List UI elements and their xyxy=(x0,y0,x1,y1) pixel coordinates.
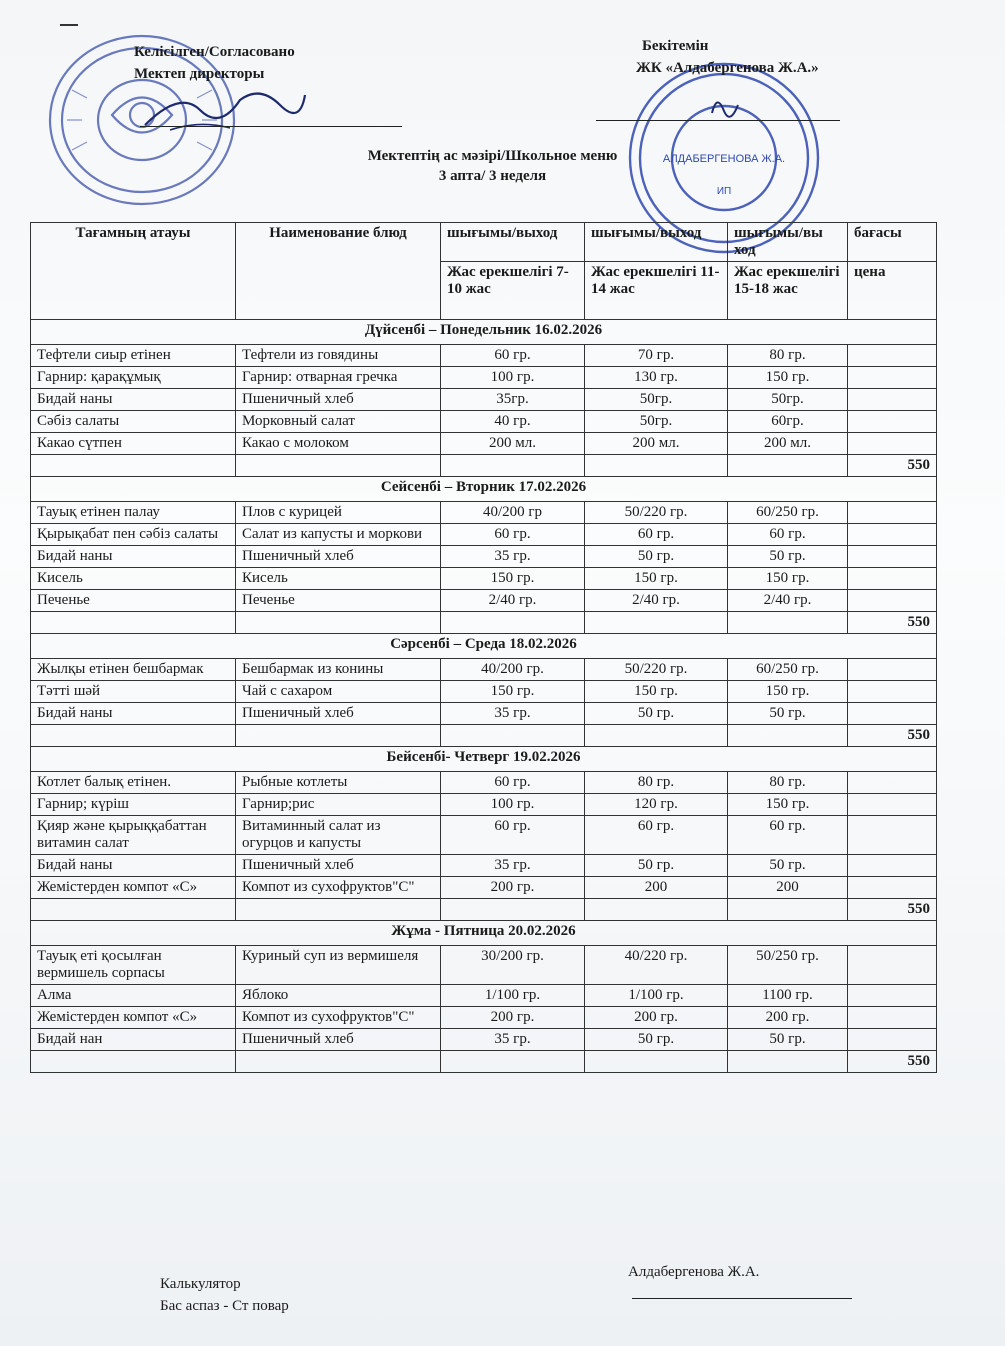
portion-15-18: 50 гр. xyxy=(728,1029,848,1051)
menu-table xyxy=(30,222,937,1073)
empty-cell xyxy=(728,1051,848,1073)
table-header-row xyxy=(31,223,937,262)
price-cell xyxy=(848,1029,937,1051)
portion-11-14: 50 гр. xyxy=(585,546,728,568)
price-cell xyxy=(848,855,937,877)
price-cell xyxy=(848,985,937,1007)
col-header-price2: цена xyxy=(848,262,937,320)
col-header-out1: шығымы/выход xyxy=(441,223,585,262)
day-title: Жұма - Пятница 20.02.2026 xyxy=(31,921,937,946)
portion-7-10: 40/200 гр. xyxy=(441,659,585,681)
empty-cell xyxy=(441,1051,585,1073)
portion-15-18: 150 гр. xyxy=(728,794,848,816)
approve-label: Бекітемін xyxy=(642,38,709,54)
ip-seal-name: АЛДАБЕРГЕНОВА Ж.А. xyxy=(662,153,786,165)
director-label: Мектеп директоры xyxy=(134,66,265,82)
dish-name-ru: Печенье xyxy=(236,590,441,612)
footer-name: Алдабергенова Ж.А. xyxy=(628,1264,760,1280)
dish-name-ru: Пшеничный хлеб xyxy=(236,1029,441,1051)
portion-15-18: 1100 гр. xyxy=(728,985,848,1007)
empty-cell xyxy=(31,899,236,921)
portion-7-10: 150 гр. xyxy=(441,568,585,590)
portion-15-18: 150 гр. xyxy=(728,568,848,590)
day-price: 550 xyxy=(848,725,937,747)
dish-name-kz: Печенье xyxy=(31,590,236,612)
portion-15-18: 60/250 гр. xyxy=(728,502,848,524)
table-row xyxy=(31,877,937,899)
col-header-price: бағасы xyxy=(848,223,937,262)
table-row xyxy=(31,659,937,681)
dish-name-kz: Бидай наны xyxy=(31,855,236,877)
price-cell xyxy=(848,345,937,367)
dish-name-kz: Тәтті шәй xyxy=(31,681,236,703)
ip-seal-ip: ИП xyxy=(716,186,732,197)
empty-cell xyxy=(441,455,585,477)
price-cell xyxy=(848,546,937,568)
dish-name-ru: Витаминный салат из огурцов и капусты xyxy=(236,816,441,855)
portion-7-10: 60 гр. xyxy=(441,345,585,367)
table-row xyxy=(31,703,937,725)
portion-7-10: 30/200 гр. xyxy=(441,946,585,985)
portion-15-18: 80 гр. xyxy=(728,345,848,367)
approved-label: Келісілген/Согласовано xyxy=(134,44,295,60)
empty-cell xyxy=(31,612,236,634)
portion-11-14: 50 гр. xyxy=(585,703,728,725)
portion-11-14: 80 гр. xyxy=(585,772,728,794)
portion-7-10: 100 гр. xyxy=(441,367,585,389)
table-row xyxy=(31,590,937,612)
empty-cell xyxy=(585,455,728,477)
portion-11-14: 120 гр. xyxy=(585,794,728,816)
director-signature-line xyxy=(140,126,402,127)
dish-name-kz: Бидай нан xyxy=(31,1029,236,1051)
footer-signature-line xyxy=(632,1298,852,1299)
day-price-row xyxy=(31,455,937,477)
price-cell xyxy=(848,946,937,985)
table-row xyxy=(31,985,937,1007)
portion-15-18: 60 гр. xyxy=(728,524,848,546)
empty-cell xyxy=(236,725,441,747)
portion-15-18: 60гр. xyxy=(728,411,848,433)
dish-name-kz: Кисель xyxy=(31,568,236,590)
day-price-row xyxy=(31,612,937,634)
portion-7-10: 35 гр. xyxy=(441,703,585,725)
portion-7-10: 200 гр. xyxy=(441,1007,585,1029)
table-row xyxy=(31,794,937,816)
portion-15-18: 60/250 гр. xyxy=(728,659,848,681)
portion-15-18: 200 гр. xyxy=(728,1007,848,1029)
price-cell xyxy=(848,590,937,612)
portion-15-18: 80 гр. xyxy=(728,772,848,794)
dish-name-ru: Салат из капусты и моркови xyxy=(236,524,441,546)
entrepreneur-signature-line xyxy=(596,120,840,121)
dish-name-ru: Компот из сухофруктов"С" xyxy=(236,877,441,899)
table-row xyxy=(31,367,937,389)
portion-11-14: 1/100 гр. xyxy=(585,985,728,1007)
dish-name-kz: Бидай наны xyxy=(31,389,236,411)
col-header-ru: Наименование блюд xyxy=(236,223,441,320)
dish-name-ru: Пшеничный хлеб xyxy=(236,546,441,568)
dish-name-ru: Морковный салат xyxy=(236,411,441,433)
portion-11-14: 70 гр. xyxy=(585,345,728,367)
empty-cell xyxy=(728,612,848,634)
portion-15-18: 150 гр. xyxy=(728,367,848,389)
empty-cell xyxy=(728,899,848,921)
table-row xyxy=(31,946,937,985)
day-header-row xyxy=(31,320,937,345)
portion-7-10: 60 гр. xyxy=(441,524,585,546)
portion-11-14: 50 гр. xyxy=(585,855,728,877)
price-cell xyxy=(848,524,937,546)
empty-cell xyxy=(441,612,585,634)
director-signature-icon xyxy=(140,80,310,140)
portion-11-14: 40/220 гр. xyxy=(585,946,728,985)
dish-name-ru: Куриный суп из вермишеля xyxy=(236,946,441,985)
table-row xyxy=(31,345,937,367)
table-row xyxy=(31,855,937,877)
portion-11-14: 50/220 гр. xyxy=(585,659,728,681)
portion-7-10: 200 гр. xyxy=(441,877,585,899)
dish-name-kz: Котлет балық етінен. xyxy=(31,772,236,794)
price-cell xyxy=(848,389,937,411)
portion-7-10: 35гр. xyxy=(441,389,585,411)
day-title: Сейсенбі – Вторник 17.02.2026 xyxy=(31,477,937,502)
dish-name-kz: Какао сүтпен xyxy=(31,433,236,455)
dish-name-kz: Жемістерден компот «С» xyxy=(31,877,236,899)
day-price: 550 xyxy=(848,1051,937,1073)
dish-name-kz: Қырықабат пен сәбіз салаты xyxy=(31,524,236,546)
dish-name-ru: Чай с сахаром xyxy=(236,681,441,703)
portion-15-18: 2/40 гр. xyxy=(728,590,848,612)
portion-7-10: 35 гр. xyxy=(441,1029,585,1051)
dish-name-ru: Бешбармак из конины xyxy=(236,659,441,681)
menu-week: 3 апта/ 3 неделя xyxy=(438,168,547,184)
dish-name-ru: Рыбные котлеты xyxy=(236,772,441,794)
table-row xyxy=(31,568,937,590)
table-row xyxy=(31,502,937,524)
table-row xyxy=(31,816,937,855)
empty-cell xyxy=(236,1051,441,1073)
portion-7-10: 1/100 гр. xyxy=(441,985,585,1007)
col-header-age3: Жас ерекшелігі 15-18 жас xyxy=(728,262,848,320)
dish-name-ru: Пшеничный хлеб xyxy=(236,855,441,877)
empty-cell xyxy=(441,899,585,921)
table-row xyxy=(31,1007,937,1029)
day-price: 550 xyxy=(848,455,937,477)
dish-name-ru: Компот из сухофруктов"С" xyxy=(236,1007,441,1029)
portion-11-14: 50/220 гр. xyxy=(585,502,728,524)
table-row xyxy=(31,524,937,546)
price-cell xyxy=(848,772,937,794)
portion-7-10: 60 гр. xyxy=(441,772,585,794)
empty-cell xyxy=(585,1051,728,1073)
price-cell xyxy=(848,502,937,524)
empty-cell xyxy=(31,455,236,477)
portion-15-18: 200 мл. xyxy=(728,433,848,455)
price-cell xyxy=(848,794,937,816)
day-title: Бейсенбі- Четверг 19.02.2026 xyxy=(31,747,937,772)
dish-name-ru: Гарнир: отварная гречка xyxy=(236,367,441,389)
ip-signature-icon xyxy=(712,102,738,116)
empty-cell xyxy=(31,1051,236,1073)
portion-15-18: 50/250 гр. xyxy=(728,946,848,985)
col-header-age1: Жас ерекшелігі 7-10 жас xyxy=(441,262,585,320)
empty-cell xyxy=(441,725,585,747)
dish-name-kz: Бидай наны xyxy=(31,703,236,725)
dish-name-kz: Гарнир; күріш xyxy=(31,794,236,816)
col-header-out3: шығымы/вы ход xyxy=(728,223,848,262)
price-cell xyxy=(848,1007,937,1029)
portion-15-18: 50 гр. xyxy=(728,546,848,568)
portion-11-14: 200 мл. xyxy=(585,433,728,455)
price-cell xyxy=(848,877,937,899)
portion-7-10: 200 мл. xyxy=(441,433,585,455)
day-header-row xyxy=(31,477,937,502)
portion-11-14: 50 гр. xyxy=(585,1029,728,1051)
price-cell xyxy=(848,816,937,855)
day-header-row xyxy=(31,634,937,659)
price-cell xyxy=(848,681,937,703)
empty-cell xyxy=(236,899,441,921)
dish-name-kz: Сәбіз салаты xyxy=(31,411,236,433)
portion-7-10: 35 гр. xyxy=(441,855,585,877)
empty-cell xyxy=(585,612,728,634)
table-row xyxy=(31,772,937,794)
portion-7-10: 35 гр. xyxy=(441,546,585,568)
day-price-row xyxy=(31,899,937,921)
dish-name-kz: Тауық еті қосылған вермишель сорпасы xyxy=(31,946,236,985)
corner-mark xyxy=(60,24,78,26)
price-cell xyxy=(848,411,937,433)
portion-11-14: 200 гр. xyxy=(585,1007,728,1029)
day-header-row xyxy=(31,921,937,946)
dish-name-ru: Кисель xyxy=(236,568,441,590)
empty-cell xyxy=(585,899,728,921)
portion-15-18: 50 гр. xyxy=(728,703,848,725)
dish-name-kz: Алма xyxy=(31,985,236,1007)
dish-name-kz: Тауық етінен палау xyxy=(31,502,236,524)
portion-7-10: 150 гр. xyxy=(441,681,585,703)
portion-7-10: 2/40 гр. xyxy=(441,590,585,612)
menu-title: Мектептің ас мәзірі/Школьное меню xyxy=(367,148,618,164)
table-row xyxy=(31,411,937,433)
dish-name-ru: Тефтели из говядины xyxy=(236,345,441,367)
day-price: 550 xyxy=(848,899,937,921)
portion-15-18: 50 гр. xyxy=(728,855,848,877)
portion-11-14: 60 гр. xyxy=(585,816,728,855)
empty-cell xyxy=(728,725,848,747)
dish-name-ru: Пшеничный хлеб xyxy=(236,389,441,411)
portion-7-10: 40/200 гр xyxy=(441,502,585,524)
col-header-age2: Жас ерекшелігі 11-14 жас xyxy=(585,262,728,320)
portion-7-10: 100 гр. xyxy=(441,794,585,816)
portion-11-14: 50гр. xyxy=(585,411,728,433)
empty-cell xyxy=(585,725,728,747)
empty-cell xyxy=(236,455,441,477)
price-cell xyxy=(848,433,937,455)
price-cell xyxy=(848,367,937,389)
col-header-out2: шығымы/выход xyxy=(585,223,728,262)
portion-15-18: 200 xyxy=(728,877,848,899)
portion-11-14: 150 гр. xyxy=(585,681,728,703)
entrepreneur-label: ЖК «Алдабергенова Ж.А.» xyxy=(636,60,819,76)
portion-7-10: 40 гр. xyxy=(441,411,585,433)
dish-name-kz: Жылқы етінен бешбармак xyxy=(31,659,236,681)
table-row xyxy=(31,433,937,455)
footer-calculator: Калькулятор xyxy=(160,1276,241,1292)
portion-11-14: 60 гр. xyxy=(585,524,728,546)
dish-name-kz: Тефтели сиыр етінен xyxy=(31,345,236,367)
portion-11-14: 200 xyxy=(585,877,728,899)
dish-name-kz: Бидай наны xyxy=(31,546,236,568)
footer-chef: Бас аспаз - Ст повар xyxy=(160,1298,289,1314)
portion-11-14: 50гр. xyxy=(585,389,728,411)
day-price: 550 xyxy=(848,612,937,634)
portion-11-14: 150 гр. xyxy=(585,568,728,590)
day-header-row xyxy=(31,747,937,772)
portion-15-18: 50гр. xyxy=(728,389,848,411)
empty-cell xyxy=(728,455,848,477)
dish-name-kz: Жемістерден компот «С» xyxy=(31,1007,236,1029)
portion-7-10: 60 гр. xyxy=(441,816,585,855)
empty-cell xyxy=(31,725,236,747)
dish-name-ru: Пшеничный хлеб xyxy=(236,703,441,725)
price-cell xyxy=(848,703,937,725)
day-price-row xyxy=(31,725,937,747)
table-row xyxy=(31,546,937,568)
day-title: Дүйсенбі – Понедельник 16.02.2026 xyxy=(31,320,937,345)
dish-name-kz: Гарнир: қарақұмық xyxy=(31,367,236,389)
dish-name-ru: Гарнир;рис xyxy=(236,794,441,816)
portion-15-18: 150 гр. xyxy=(728,681,848,703)
dish-name-ru: Какао с молоком xyxy=(236,433,441,455)
table-row xyxy=(31,389,937,411)
price-cell xyxy=(848,568,937,590)
table-row xyxy=(31,681,937,703)
price-cell xyxy=(848,659,937,681)
portion-11-14: 130 гр. xyxy=(585,367,728,389)
portion-11-14: 2/40 гр. xyxy=(585,590,728,612)
dish-name-ru: Яблоко xyxy=(236,985,441,1007)
day-title: Сәрсенбі – Среда 18.02.2026 xyxy=(31,634,937,659)
table-row xyxy=(31,1029,937,1051)
day-price-row xyxy=(31,1051,937,1073)
portion-15-18: 60 гр. xyxy=(728,816,848,855)
dish-name-ru: Плов с курицей xyxy=(236,502,441,524)
empty-cell xyxy=(236,612,441,634)
col-header-kz: Тағамның атауы xyxy=(31,223,236,320)
dish-name-kz: Қияр және қырыққабаттан витамин салат xyxy=(31,816,236,855)
